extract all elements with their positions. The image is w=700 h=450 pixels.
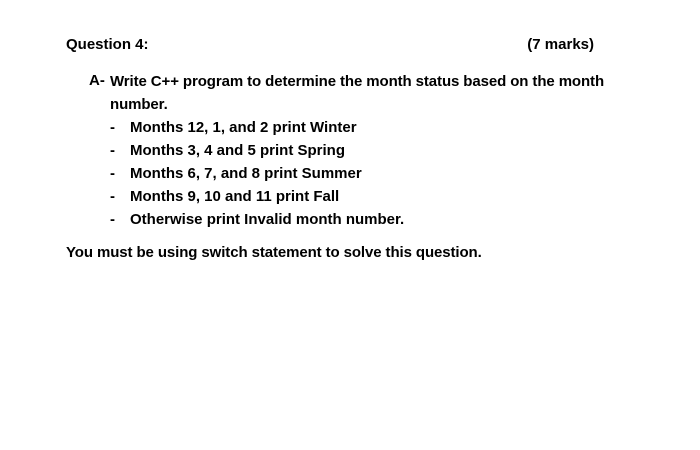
- list-item: [110, 116, 610, 139]
- list-item: [110, 208, 610, 231]
- list-item: [110, 185, 610, 208]
- bullet-dash: -: [110, 119, 115, 136]
- list-item: [110, 162, 610, 185]
- bullet-text: Months 12, 1, and 2 print Winter: [130, 119, 357, 136]
- question-title: Question 4:: [66, 36, 149, 53]
- bullet-dash: -: [110, 211, 115, 228]
- bullet-text: Months 3, 4 and 5 print Spring: [130, 142, 346, 159]
- part-a-marker: A-: [89, 72, 105, 89]
- instruction-text: You must be using switch statement to solve this question.: [66, 244, 482, 261]
- bullet-dash: -: [110, 165, 115, 182]
- bullet-text: Months 9, 10 and 11 print Fall: [130, 188, 340, 205]
- question-marks: (7 marks): [527, 36, 594, 53]
- part-a-text: Write C++ program to determine the month status based on the month number.: [110, 73, 605, 113]
- bullet-text: Months 6, 7, and 8 print Summer: [130, 165, 362, 182]
- bullet-dash: -: [110, 142, 115, 159]
- bullet-dash: -: [110, 188, 115, 205]
- list-item: [110, 139, 610, 162]
- month-rules-list: [110, 116, 610, 231]
- bullet-text: Otherwise print Invalid month number.: [130, 211, 405, 228]
